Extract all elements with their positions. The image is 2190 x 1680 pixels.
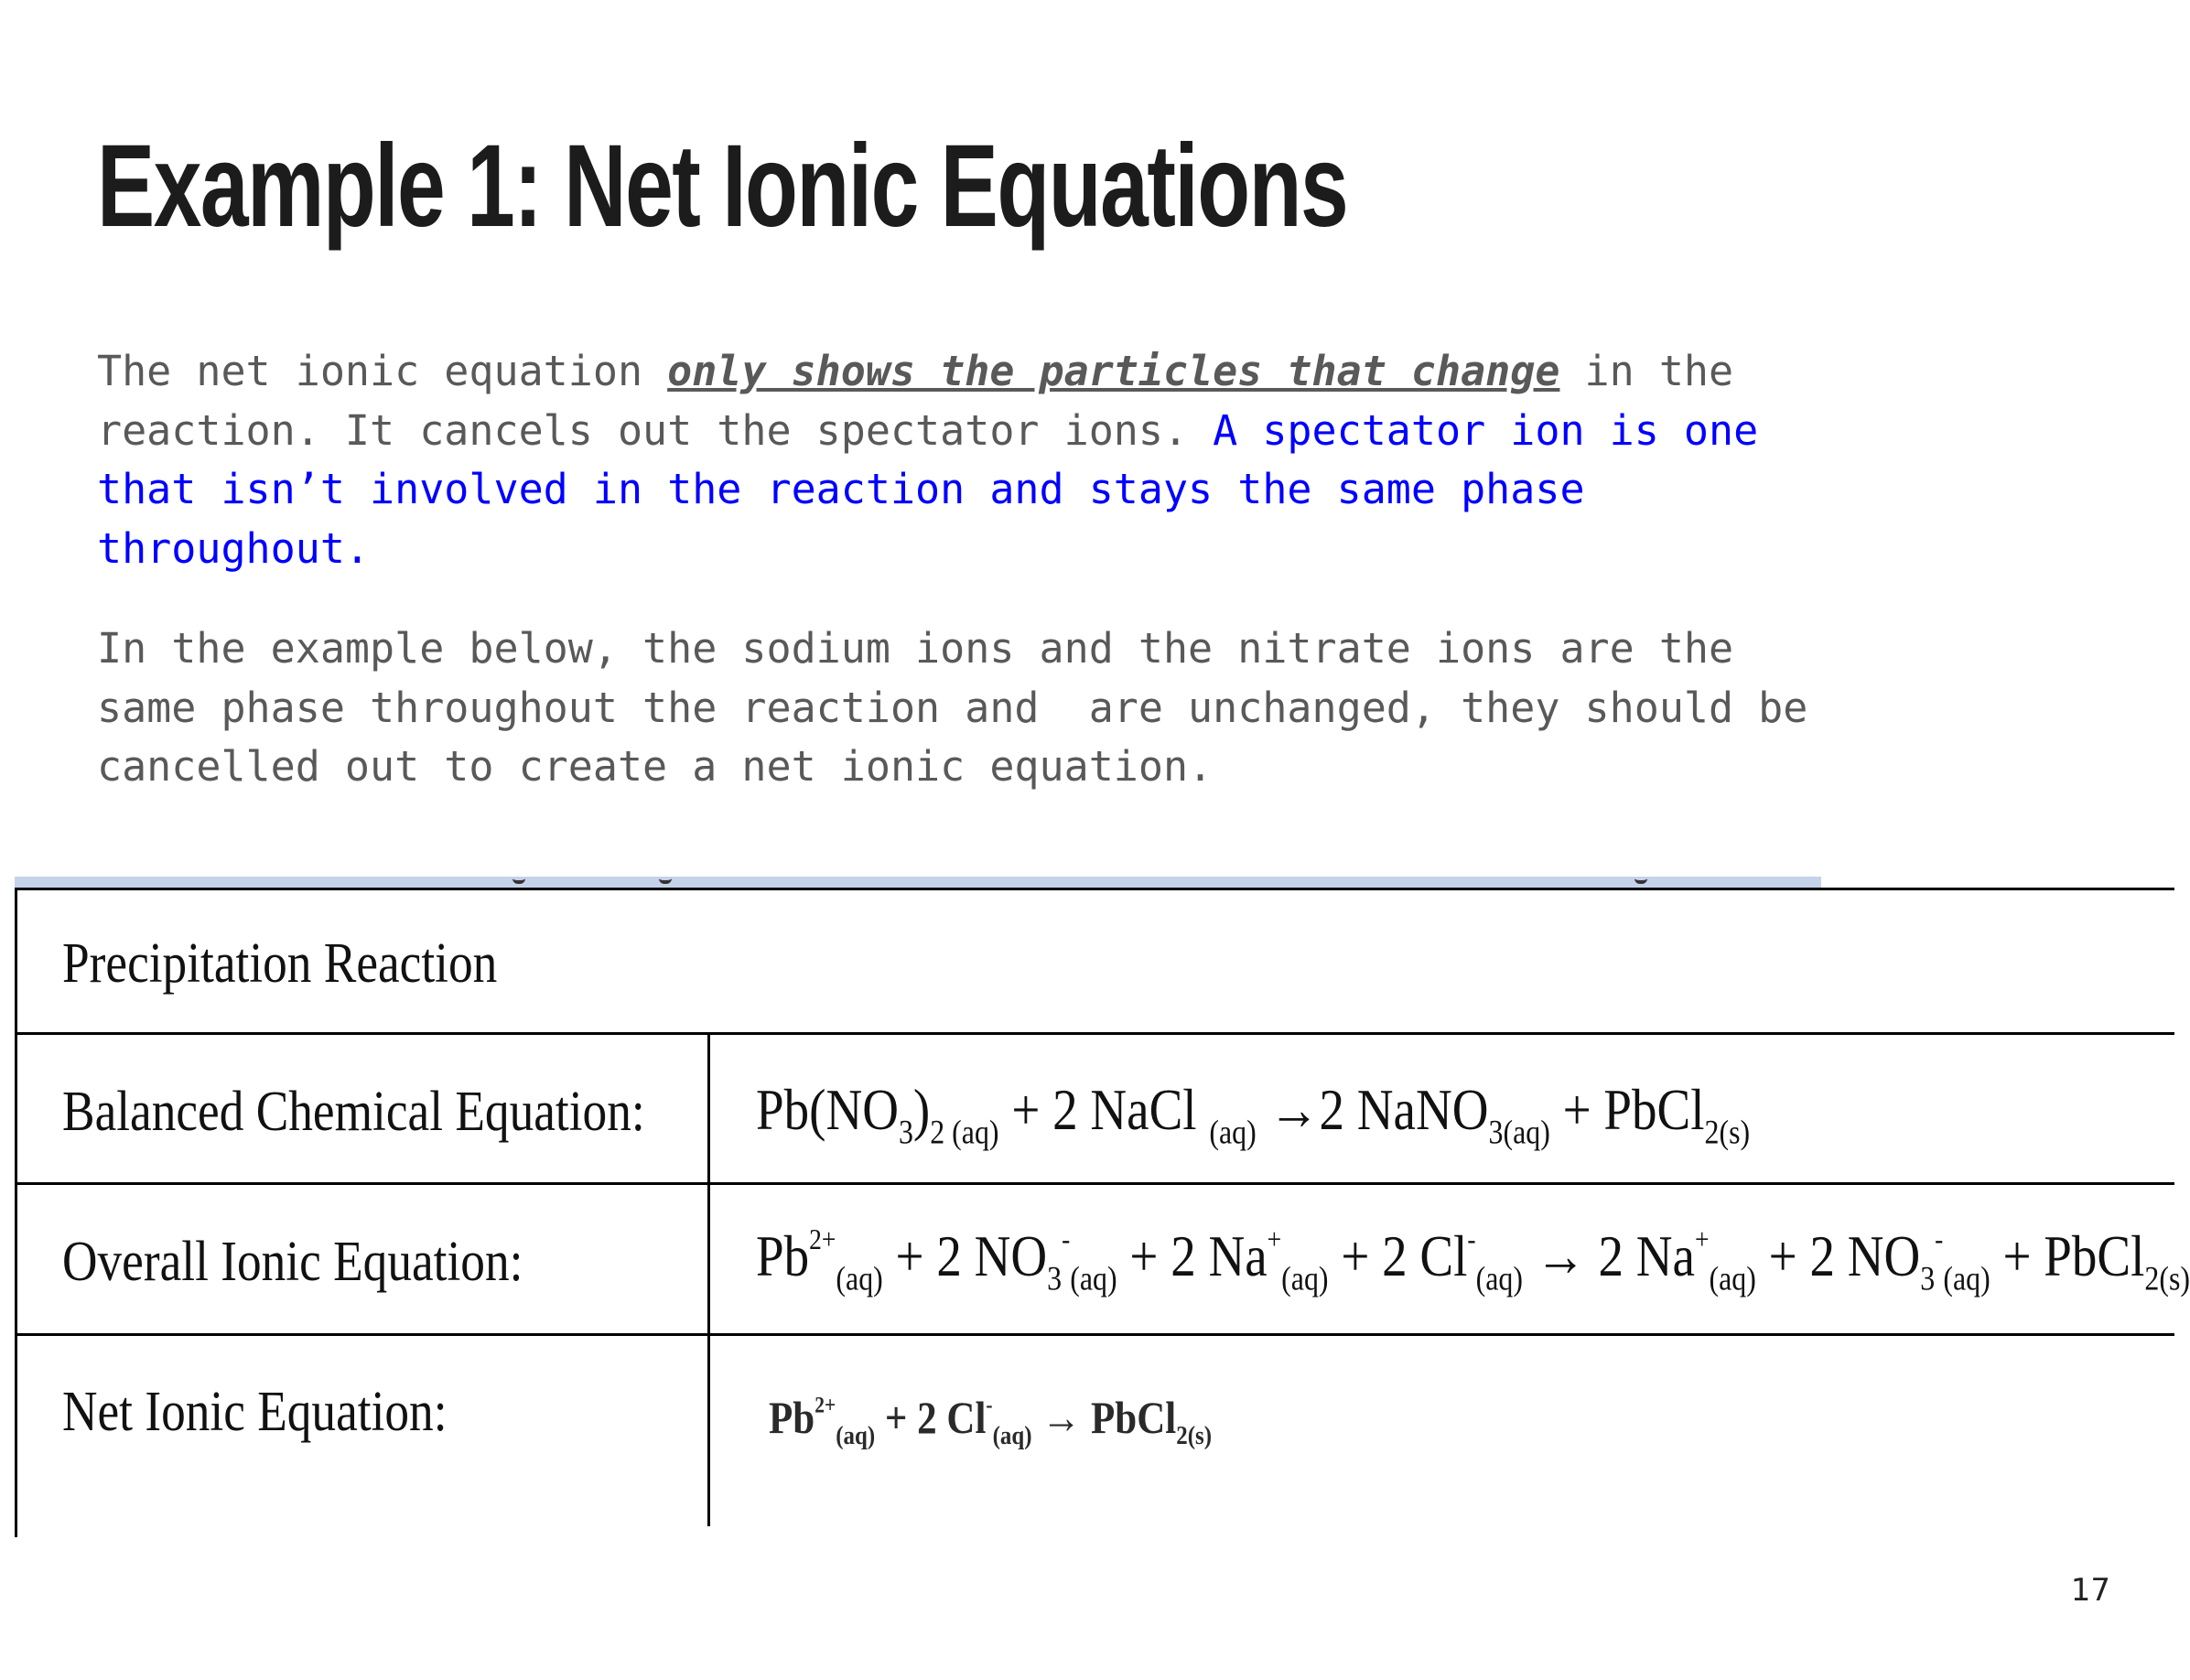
- row-label-overall: Overall Ionic Equation:: [62, 1231, 523, 1293]
- balanced-equation: $Pb(NO_3)_{2 (aq)} + 2$ NaCl $_{(aq)}$ →2 NaNO$_{3(aq)}$ + PbCl$_{2(s)}$: [756, 1077, 1751, 1152]
- table-row-divider: [15, 1032, 2174, 1035]
- reaction-table: [0, 877, 2190, 1526]
- overall-ionic-equation: $Pb^{2+}_{(aq)} + 2$ $NO_3^-_{(aq)} + 2$ $Na^+_{(aq)} + 2$ $Cl^-_{(aq)} \to 2$ $Na^+_{(aq)} + 2$ $NO_3^-_{(aq)}$ + PbCl$_{2(s)}$: [756, 1222, 2190, 1298]
- net-ionic-equation: $Pb^{2+}_{(aq)} + 2$ $Cl^-_{(aq)}$ → PbCl$_{2(s)}$: [769, 1392, 1213, 1451]
- table-border-top: [15, 888, 2174, 890]
- intro-emphasis: only shows the particles that change: [667, 347, 1560, 395]
- row-label-balanced: Balanced Chemical Equation:: [62, 1081, 645, 1143]
- table-row-divider: [15, 1182, 2174, 1185]
- cropped-glyph: [512, 873, 525, 884]
- table-column-divider: [707, 1032, 710, 1526]
- intro-text-2: in the reaction. It cancels out the spectator ions.: [97, 347, 1734, 455]
- cropped-text-strip: [15, 877, 1821, 888]
- spectator-definition: A spectator ion is one that isn’t involved in the reaction and stays the same phase throughout.: [97, 405, 1759, 573]
- cropped-glyph: [659, 873, 672, 884]
- intro-paragraph: [97, 342, 1758, 578]
- table-header: Precipitation Reaction: [62, 932, 498, 995]
- slide-title-text: Example 1: Net Ionic Equations: [97, 121, 1348, 252]
- intro-text-1: The net ionic equation: [97, 347, 668, 395]
- slide-title: [97, 121, 1348, 252]
- cropped-glyph: [1634, 873, 1647, 884]
- table-row-divider: [15, 1333, 2174, 1336]
- page-number: 17: [2070, 1572, 2110, 1609]
- example-paragraph: In the example below, the sodium ions and the nitrate ions are the same phase throughout the reaction and are unchanged, they should be cancelled out to create a net ionic equation.: [97, 624, 1808, 791]
- row-label-net: Net Ionic Equation:: [62, 1381, 448, 1443]
- table-border-left: [15, 888, 17, 1537]
